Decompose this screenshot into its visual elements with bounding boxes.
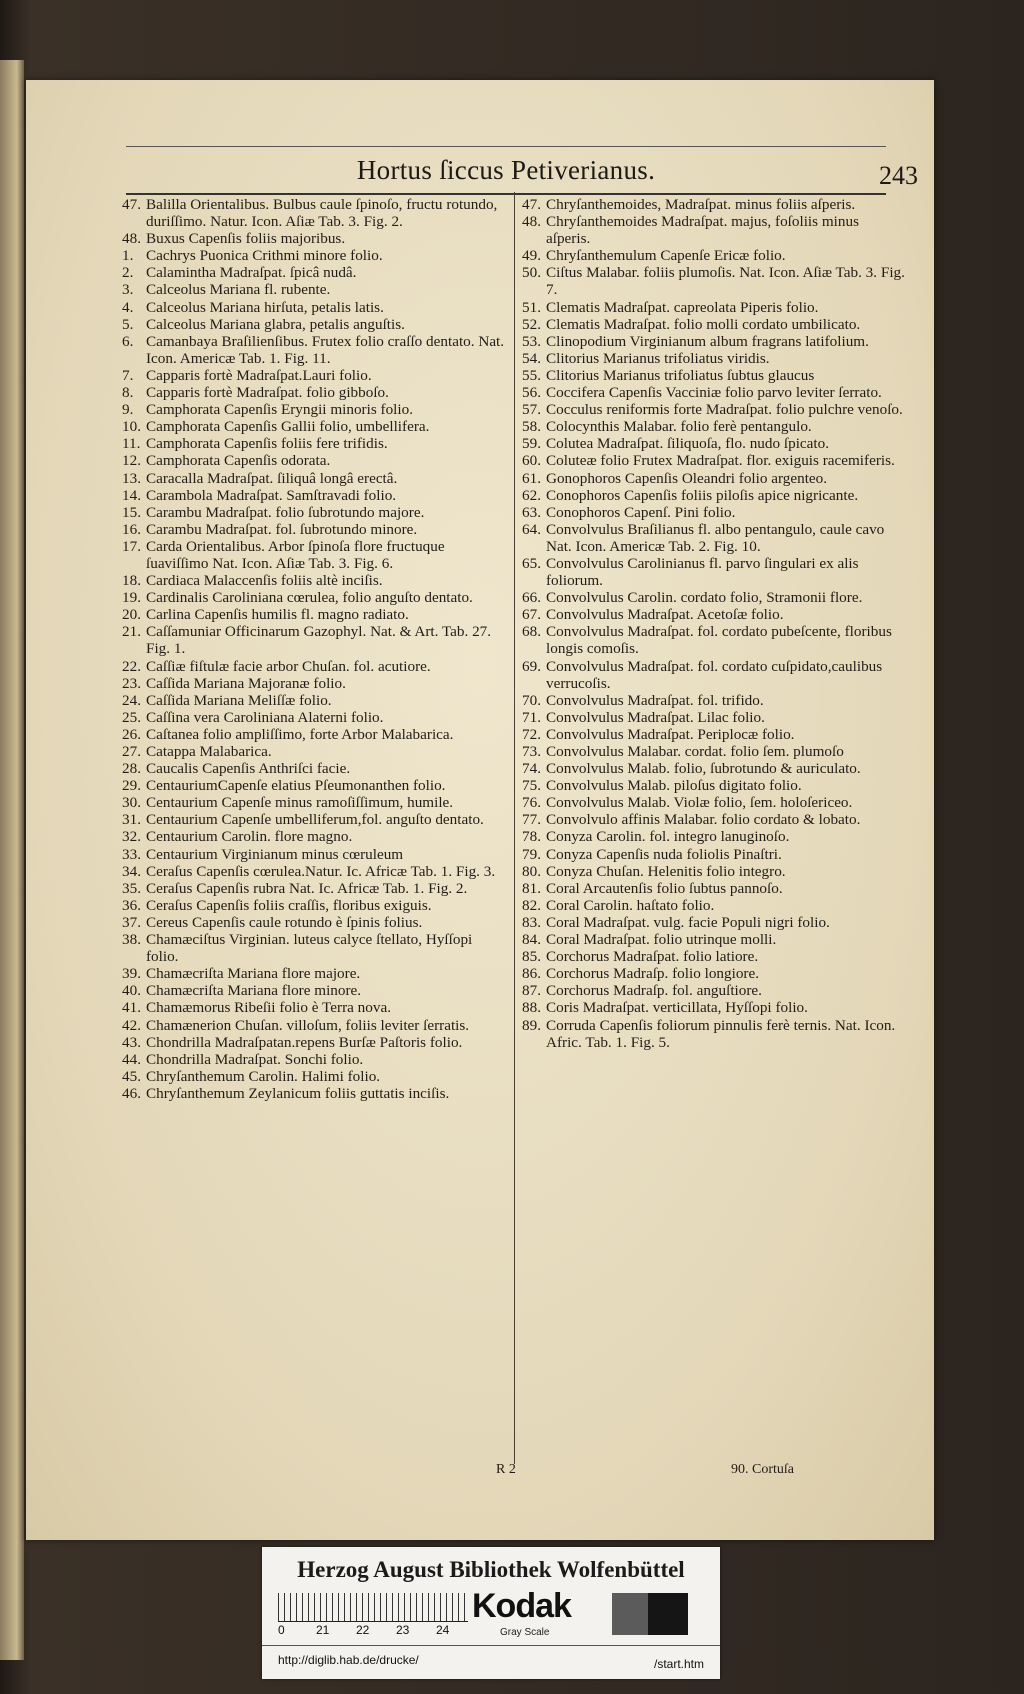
catalogue-entry xyxy=(122,811,507,828)
entry-text: Carambu Madraſpat. folio ſubrotundo majore. xyxy=(146,503,425,521)
entry-number: 42. xyxy=(122,1016,141,1034)
catalogue-entry xyxy=(522,743,907,760)
entry-text: CentauriumCapenſe elatius Pſeumonanthen folio. xyxy=(146,777,446,795)
entry-text: Capparis fortè Madraſpat.Lauri folio. xyxy=(146,366,372,384)
entry-number: 65. xyxy=(522,554,541,572)
catalogue-entry xyxy=(522,521,907,555)
catalogue-entry xyxy=(122,230,507,247)
catalogue-entry xyxy=(122,316,507,333)
catalogue-entry xyxy=(122,880,507,897)
catalogue-entry xyxy=(522,435,907,452)
entry-number: 35. xyxy=(122,879,141,897)
gray-swatch xyxy=(612,1593,648,1635)
entry-text: Corchorus Madraſp. fol. anguſtiore. xyxy=(546,982,762,1000)
catalogue-entry xyxy=(522,623,907,657)
catalogue-entry xyxy=(122,1085,507,1102)
entry-text: Centaurium Carolin. flore magno. xyxy=(146,828,353,846)
entry-text: Chamæcriſta Mariana flore majore. xyxy=(146,965,361,983)
entry-text: Centaurium Capenſe minus ramoſiſſimum, humile. xyxy=(146,794,454,812)
catalogue-entry xyxy=(122,418,507,435)
entry-number: 34. xyxy=(122,862,141,880)
entry-number: 48. xyxy=(522,213,541,231)
entry-number: 58. xyxy=(522,418,541,436)
entry-text: Capparis fortè Madraſpat. folio gibboſo. xyxy=(146,384,389,402)
entry-text: Corruda Capenſis foliorum pinnulis ferè ternis. Nat. Icon. Afric. Tab. 1. Fig. 5. xyxy=(546,1016,896,1051)
entry-number: 20. xyxy=(122,606,141,624)
entry-text: Cardiaca Malaccenſis foliis altè inciſis. xyxy=(146,572,383,590)
entry-number: 31. xyxy=(122,811,141,829)
running-head xyxy=(126,146,918,195)
catalogue-entry xyxy=(122,1034,507,1051)
entry-text: Caſſiæ fiſtulæ facie arbor Chuſan. fol. acutiore. xyxy=(146,657,431,675)
entry-number: 33. xyxy=(122,845,141,863)
entry-number: 55. xyxy=(522,366,541,384)
entry-text: Balilla Orientalibus. Bulbus caule ſpinoſo, fructu rotundo, duriſſimo. Natur. Icon. Aſiæ Tab. 3. Fig. 2. xyxy=(146,196,498,231)
catalogue-entry xyxy=(122,606,507,623)
ruler-label: 0 xyxy=(278,1623,285,1637)
entry-text: Chondrilla Madraſpat. Sonchi folio. xyxy=(146,1050,364,1068)
entry-number: 4. xyxy=(122,298,134,316)
entry-text: Coral Madraſpat. vulg. facie Populi nigri folio. xyxy=(546,913,830,931)
catalogue-entry xyxy=(122,521,507,538)
catalogue-entry xyxy=(122,760,507,777)
page-number: 243 xyxy=(879,161,918,190)
entry-number: 17. xyxy=(122,537,141,555)
entry-text: Convolvulus Malab. Violæ folio, ſem. holoſericeo. xyxy=(546,794,853,812)
catalogue-entry xyxy=(522,367,907,384)
catalogue-entry xyxy=(122,1068,507,1085)
entry-text: Convolvulus Madraſpat. fol. cordato pubeſcente, floribus longis comoſis. xyxy=(546,623,892,658)
entry-text: Ceraſus Capenſis cœrulea.Natur. Ic. Africæ Tab. 1. Fig. 3. xyxy=(146,862,496,880)
entry-text: Coral Carolin. haſtato folio. xyxy=(546,896,715,914)
entry-text: Coral Arcautenſis folio ſubtus pannoſo. xyxy=(546,879,783,897)
entry-text: Conyza Capenſis nuda foliolis Pinaſtri. xyxy=(546,845,782,863)
entry-text: Chamæciſtus Virginian. luteus calyce ſtellato, Hyſſopi folio. xyxy=(146,931,473,966)
entry-text: Coluteæ folio Frutex Madraſpat. flor. exiguis racemiferis. xyxy=(546,452,895,470)
catalogue-entry xyxy=(522,777,907,794)
catalogue-entry xyxy=(122,196,507,230)
entry-number: 10. xyxy=(122,418,141,436)
entry-text: Convolvulus Malab. piloſus digitato folio. xyxy=(546,777,802,795)
entry-number: 49. xyxy=(522,247,541,265)
entry-text: Corchorus Madraſp. folio longiore. xyxy=(546,965,760,983)
catalogue-entry xyxy=(122,692,507,709)
entry-text: Chondrilla Madraſpatan.repens Burſæ Paſtoris folio. xyxy=(146,1033,463,1051)
entry-number: 29. xyxy=(122,777,141,795)
entry-text: Convolvulus Malabar. cordat. folio ſem. plumoſo xyxy=(546,743,844,760)
catalogue-entry xyxy=(122,846,507,863)
catalogue-entry xyxy=(522,931,907,948)
entry-number: 75. xyxy=(522,777,541,795)
catalogue-entry xyxy=(122,487,507,504)
entry-number: 26. xyxy=(122,725,141,743)
scale-ruler xyxy=(278,1593,468,1622)
entry-text: Chamæcriſta Mariana flore minore. xyxy=(146,982,362,1000)
gray-scale-label: Gray Scale xyxy=(500,1627,550,1638)
entry-number: 24. xyxy=(122,691,141,709)
entry-text: Calamintha Madraſpat. ſpicâ nudâ. xyxy=(146,264,357,282)
entry-text: Clitorius Marianus trifoliatus ſubtus glaucus xyxy=(546,366,815,384)
catalogue-entry xyxy=(122,333,507,367)
entry-number: 53. xyxy=(522,332,541,350)
entry-number: 68. xyxy=(522,623,541,641)
catalogue-entry xyxy=(522,794,907,811)
catalogue-entry xyxy=(522,247,907,264)
catalogue-entry xyxy=(122,1051,507,1068)
entry-text: Caſſida Mariana Majoranæ folio. xyxy=(146,674,346,692)
signature-mark: R 2 xyxy=(496,1462,516,1477)
catalogue-entry xyxy=(522,863,907,880)
catalogue-entry xyxy=(522,299,907,316)
catalogue-entry xyxy=(122,675,507,692)
catalogue-entry xyxy=(522,760,907,777)
entry-number: 88. xyxy=(522,999,541,1017)
catalogue-entry xyxy=(522,897,907,914)
digital-library-url: http://diglib.hab.de/drucke/ xyxy=(278,1653,419,1667)
entry-number: 6. xyxy=(122,332,134,350)
entry-text: Ceraſus Capenſis rubra Nat. Ic. Africæ Tab. 1. Fig. 2. xyxy=(146,879,468,897)
catalogue-entry xyxy=(522,880,907,897)
entry-number: 60. xyxy=(522,452,541,470)
entry-text: Buxus Capenſis foliis majoribus. xyxy=(146,230,346,248)
entry-text: Centaurium Capenſe umbelliferum,fol. anguſto dentato. xyxy=(146,811,484,829)
entry-text: Convolvulus Madraſpat. fol. trifido. xyxy=(546,691,764,709)
entry-number: 80. xyxy=(522,862,541,880)
entry-text: Convolvulus Madraſpat. Periplocæ folio. xyxy=(546,725,795,743)
entry-text: Convolvulus Carolin. cordato folio, Stramonii flore. xyxy=(546,589,863,607)
catalogue-entry xyxy=(122,828,507,845)
column-divider xyxy=(514,192,515,1464)
catalogue-entry xyxy=(122,965,507,982)
entry-number: 50. xyxy=(522,264,541,282)
catchword: 90. Cortuſa xyxy=(731,1462,794,1477)
entry-text: Convolvulus Braſilianus fl. albo pentangulo, caule cavo Nat. Icon. Americæ Tab. 2. Fig. 10. xyxy=(546,520,885,555)
catalogue-entry xyxy=(522,965,907,982)
entry-number: 38. xyxy=(122,931,141,949)
entry-text: Carlina Capenſis humilis fl. magno radiato. xyxy=(146,606,409,624)
entry-number: 27. xyxy=(122,743,141,760)
catalogue-entry xyxy=(522,606,907,623)
entry-text: Coral Madraſpat. folio utrinque molli. xyxy=(546,931,777,949)
entry-number: 22. xyxy=(122,657,141,675)
entry-text: Cocculus reniformis forte Madraſpat. folio pulchre venoſo. xyxy=(546,401,903,419)
catalogue-entry xyxy=(122,982,507,999)
entry-number: 39. xyxy=(122,965,141,983)
kodak-logo: Kodak xyxy=(472,1587,571,1625)
entry-text: Caſſina vera Caroliniana Alaterni folio. xyxy=(146,708,384,726)
entry-number: 84. xyxy=(522,931,541,949)
catalogue-entry xyxy=(522,914,907,931)
catalogue-entry xyxy=(522,726,907,743)
entry-number: 57. xyxy=(522,401,541,419)
entry-number: 25. xyxy=(122,708,141,726)
right-column xyxy=(522,196,907,1051)
entry-text: Clitorius Marianus trifoliatus viridis. xyxy=(546,349,770,367)
entry-text: Chryſanthemulum Capenſe Ericæ folio. xyxy=(546,247,786,265)
entry-text: Camphorata Capenſis odorata. xyxy=(146,452,331,470)
catalogue-entry xyxy=(522,846,907,863)
entry-text: Carambola Madraſpat. Samſtravadi folio. xyxy=(146,486,397,504)
entry-text: Catappa Malabarica. xyxy=(146,743,272,760)
entry-number: 43. xyxy=(122,1033,141,1051)
entry-number: 78. xyxy=(522,828,541,846)
catalogue-entry xyxy=(522,555,907,589)
catalogue-entry xyxy=(522,658,907,692)
catalogue-entry xyxy=(122,452,507,469)
book-page xyxy=(26,80,934,1540)
entry-number: 1. xyxy=(122,247,134,265)
entry-number: 67. xyxy=(522,606,541,624)
catalogue-entry xyxy=(122,777,507,794)
entry-text: Camanbaya Braſilienſibus. Frutex folio craſſo dentato. Nat. Icon. Americæ Tab. 1. Fig. 11. xyxy=(146,332,505,367)
entry-text: Calceolus Mariana fl. rubente. xyxy=(146,281,331,299)
entry-number: 8. xyxy=(122,384,134,402)
entry-text: Chryſanthemoides Madraſpat. majus, foſoliis minus aſperis. xyxy=(546,213,859,248)
catalogue-entry xyxy=(522,470,907,487)
catalogue-entry xyxy=(122,470,507,487)
ruler-label: 23 xyxy=(396,1623,410,1637)
entry-number: 52. xyxy=(522,315,541,333)
entry-number: 70. xyxy=(522,691,541,709)
catalogue-entry xyxy=(522,999,907,1016)
entry-number: 37. xyxy=(122,913,141,931)
entry-number: 64. xyxy=(522,520,541,538)
catalogue-entry xyxy=(122,504,507,521)
entry-text: Chamæmorus Ribeſii folio è Terra nova. xyxy=(146,999,391,1017)
catalogue-entry xyxy=(122,743,507,760)
entry-number: 13. xyxy=(122,469,141,487)
entry-number: 15. xyxy=(122,503,141,521)
entry-text: Camphorata Capenſis Gallii folio, umbellifera. xyxy=(146,418,430,436)
catalogue-entry xyxy=(122,384,507,401)
entry-number: 18. xyxy=(122,572,141,590)
catalogue-entry xyxy=(122,435,507,452)
catalogue-entry xyxy=(122,1017,507,1034)
catalogue-entry xyxy=(522,418,907,435)
entry-text: Conyza Carolin. fol. integro lanuginoſo. xyxy=(546,828,790,846)
entry-number: 81. xyxy=(522,879,541,897)
entry-number: 11. xyxy=(122,435,141,453)
entry-text: Calceolus Mariana glabra, petalis anguſtis. xyxy=(146,315,405,333)
entry-number: 9. xyxy=(122,401,134,419)
entry-number: 46. xyxy=(122,1084,141,1102)
entry-number: 86. xyxy=(522,965,541,983)
entry-number: 3. xyxy=(122,281,134,299)
catalogue-entry xyxy=(122,401,507,418)
entry-text: Corchorus Madraſpat. folio latiore. xyxy=(546,948,759,966)
entry-number: 89. xyxy=(522,1016,541,1034)
catalogue-entry xyxy=(122,367,507,384)
catalogue-entry xyxy=(122,589,507,606)
catalogue-entry xyxy=(522,589,907,606)
entry-number: 48. xyxy=(122,230,141,248)
entry-number: 74. xyxy=(522,760,541,778)
entry-text: Conyza Chuſan. Helenitis folio integro. xyxy=(546,862,786,880)
entry-number: 59. xyxy=(522,435,541,453)
catalogue-entry xyxy=(122,794,507,811)
catalogue-entry xyxy=(522,196,907,213)
entry-text: Cereus Capenſis caule rotundo è ſpinis folius. xyxy=(146,913,423,931)
entry-text: Ceraſus Capenſis foliis craſſis, floribus exiguis. xyxy=(146,896,432,914)
library-name: Herzog August Bibliothek Wolfenbüttel xyxy=(297,1557,685,1582)
book-spine-edge xyxy=(0,60,24,1660)
entry-number: 85. xyxy=(522,948,541,966)
entry-number: 2. xyxy=(122,264,134,282)
entry-number: 61. xyxy=(522,469,541,487)
entry-text: Ciſtus Malabar. foliis plumoſis. Nat. Icon. Aſiæ Tab. 3. Fig. 7. xyxy=(546,264,905,299)
entry-text: Chryſanthemum Carolin. Halimi folio. xyxy=(146,1067,381,1085)
catalogue-entry xyxy=(522,333,907,350)
entry-number: 82. xyxy=(522,896,541,914)
entry-number: 7. xyxy=(122,366,134,384)
entry-text: Chryſanthemum Zeylanicum foliis guttatis inciſis. xyxy=(146,1084,450,1102)
entry-number: 54. xyxy=(522,349,541,367)
catalogue-entry xyxy=(122,914,507,931)
entry-text: Caſſida Mariana Meliſſæ folio. xyxy=(146,691,332,709)
entry-text: Clematis Madraſpat. capreolata Piperis folio. xyxy=(546,298,819,316)
entry-text: Carambu Madraſpat. fol. ſubrotundo minore. xyxy=(146,520,418,538)
catalogue-entry xyxy=(122,299,507,316)
catalogue-entry xyxy=(122,281,507,298)
library-color-card xyxy=(262,1547,720,1679)
catalogue-entry xyxy=(522,452,907,469)
entry-text: Convolvulus Madraſpat. Lilac folio. xyxy=(546,708,765,726)
entry-text: Colocynthis Malabar. folio ferè pentangulo. xyxy=(546,418,812,436)
entry-number: 23. xyxy=(122,674,141,692)
catalogue-entry xyxy=(522,828,907,845)
catalogue-entry xyxy=(522,401,907,418)
entry-number: 47. xyxy=(522,196,541,213)
entry-number: 5. xyxy=(122,315,134,333)
entry-text: Calceolus Mariana hirſuta, petalis latis. xyxy=(146,298,384,316)
entry-number: 16. xyxy=(122,520,141,538)
catalogue-entry xyxy=(122,726,507,743)
catalogue-entry xyxy=(522,982,907,999)
entry-text: Centaurium Virginianum minus cœruleum xyxy=(146,845,404,863)
entry-number: 44. xyxy=(122,1050,141,1068)
entry-number: 72. xyxy=(522,725,541,743)
catalogue-entry xyxy=(522,384,907,401)
left-column xyxy=(122,196,507,1102)
entry-text: Convolvulus Malab. folio, ſubrotundo & auriculato. xyxy=(546,760,861,778)
entry-text: Caſſamuniar Officinarum Gazophyl. Nat. & Art. Tab. 27. Fig. 1. xyxy=(146,623,492,658)
entry-number: 69. xyxy=(522,657,541,675)
entry-text: Coris Madraſpat. verticillata, Hyſſopi folio. xyxy=(546,999,808,1017)
entry-number: 19. xyxy=(122,589,141,607)
entry-text: Chamænerion Chuſan. villoſum, foliis leviter ſerratis. xyxy=(146,1016,470,1034)
catalogue-entry xyxy=(522,213,907,247)
catalogue-entry xyxy=(522,811,907,828)
catalogue-entry xyxy=(122,897,507,914)
entry-text: Gonophoros Capenſis Oleandri folio argenteo. xyxy=(546,469,828,487)
catalogue-entry xyxy=(522,692,907,709)
entry-number: 56. xyxy=(522,384,541,402)
entry-number: 63. xyxy=(522,503,541,521)
entry-number: 73. xyxy=(522,743,541,760)
entry-number: 36. xyxy=(122,896,141,914)
entry-number: 77. xyxy=(522,811,541,829)
entry-text: Clematis Madraſpat. folio molli cordato umbilicato. xyxy=(546,315,861,333)
catalogue-entry xyxy=(122,247,507,264)
entry-text: Camphorata Capenſis foliis fere trifidis. xyxy=(146,435,388,453)
entry-text: Caſtanea folio ampliſſimo, forte Arbor Malabarica. xyxy=(146,725,454,743)
catalogue-entry xyxy=(522,350,907,367)
catalogue-entry xyxy=(122,931,507,965)
catalogue-entry xyxy=(522,504,907,521)
entry-number: 41. xyxy=(122,999,141,1017)
ruler-label: 21 xyxy=(316,1623,330,1637)
entry-number: 45. xyxy=(122,1067,141,1085)
entry-text: Camphorata Capenſis Eryngii minoris folio. xyxy=(146,401,414,419)
entry-text: Conophoros Capenſis foliis piloſis apice nigricante. xyxy=(546,486,859,504)
entry-number: 12. xyxy=(122,452,141,470)
ruler-label: 24 xyxy=(436,1623,450,1637)
entry-number: 30. xyxy=(122,794,141,812)
url-suffix: /start.htm xyxy=(653,1657,704,1671)
entry-number: 62. xyxy=(522,486,541,504)
entry-text: Convolvulus Carolinianus fl. parvo ſingulari ex alis foliorum. xyxy=(546,554,859,590)
entry-number: 51. xyxy=(522,298,541,316)
entry-text: Caracalla Madraſpat. ſiliquâ longâ erectâ. xyxy=(146,469,398,487)
black-swatch xyxy=(648,1593,688,1635)
entry-text: Clinopodium Virginianum album fragrans latifolium. xyxy=(546,332,869,350)
entry-number: 71. xyxy=(522,708,541,726)
entry-text: Caucalis Capenſis Anthriſci facie. xyxy=(146,760,351,778)
entry-text: Coccifera Capenſis Vacciniæ folio parvo leviter ſerrato. xyxy=(546,384,882,402)
entry-number: 14. xyxy=(122,486,141,504)
entry-text: Carda Orientalibus. Arbor ſpinoſa flore fructuque ſuaviſſimo Nat. Icon. Aſiæ Tab. 3. Fig. 6. xyxy=(146,537,445,572)
entry-text: Convolvulus Madraſpat. fol. cordato cuſpidato,caulibus verrucoſis. xyxy=(546,657,883,692)
catalogue-entry xyxy=(122,572,507,589)
entry-number: 87. xyxy=(522,982,541,1000)
catalogue-entry xyxy=(522,948,907,965)
entry-number: 21. xyxy=(122,623,141,641)
page-title: Hortus ſiccus Petiverianus. xyxy=(356,155,656,185)
ruler-label: 22 xyxy=(356,1623,370,1637)
catalogue-entry xyxy=(522,1017,907,1051)
entry-number: 28. xyxy=(122,760,141,778)
catalogue-entry xyxy=(522,487,907,504)
entry-text: Convolvulus Madraſpat. Acetoſæ folio. xyxy=(546,606,784,624)
entry-text: Cachrys Puonica Crithmi minore folio. xyxy=(146,247,383,265)
entry-number: 47. xyxy=(122,196,141,213)
entry-number: 79. xyxy=(522,845,541,863)
catalogue-entry xyxy=(522,316,907,333)
catalogue-entry xyxy=(122,863,507,880)
entry-text: Conophoros Capenſ. Pini folio. xyxy=(546,503,736,521)
catalogue-entry xyxy=(122,709,507,726)
catalogue-entry xyxy=(122,264,507,281)
catalogue-entry xyxy=(522,264,907,298)
entry-text: Colutea Madraſpat. ſiliquoſa, flo. nudo ſpicato. xyxy=(546,435,830,453)
entry-number: 40. xyxy=(122,982,141,1000)
entry-text: Chryſanthemoides, Madraſpat. minus foliis aſperis. xyxy=(546,196,856,213)
catalogue-entry xyxy=(122,538,507,572)
card-divider xyxy=(262,1645,720,1646)
entry-number: 32. xyxy=(122,828,141,846)
entry-text: Cardinalis Caroliniana cœrulea, folio anguſto dentato. xyxy=(146,589,473,607)
entry-number: 83. xyxy=(522,913,541,931)
entry-number: 76. xyxy=(522,794,541,812)
catalogue-entry xyxy=(122,999,507,1016)
catalogue-entry xyxy=(122,623,507,657)
catalogue-entry xyxy=(522,709,907,726)
entry-number: 66. xyxy=(522,589,541,607)
catalogue-entry xyxy=(122,658,507,675)
entry-text: Convolvulo affinis Malabar. folio cordato & lobato. xyxy=(546,811,861,829)
